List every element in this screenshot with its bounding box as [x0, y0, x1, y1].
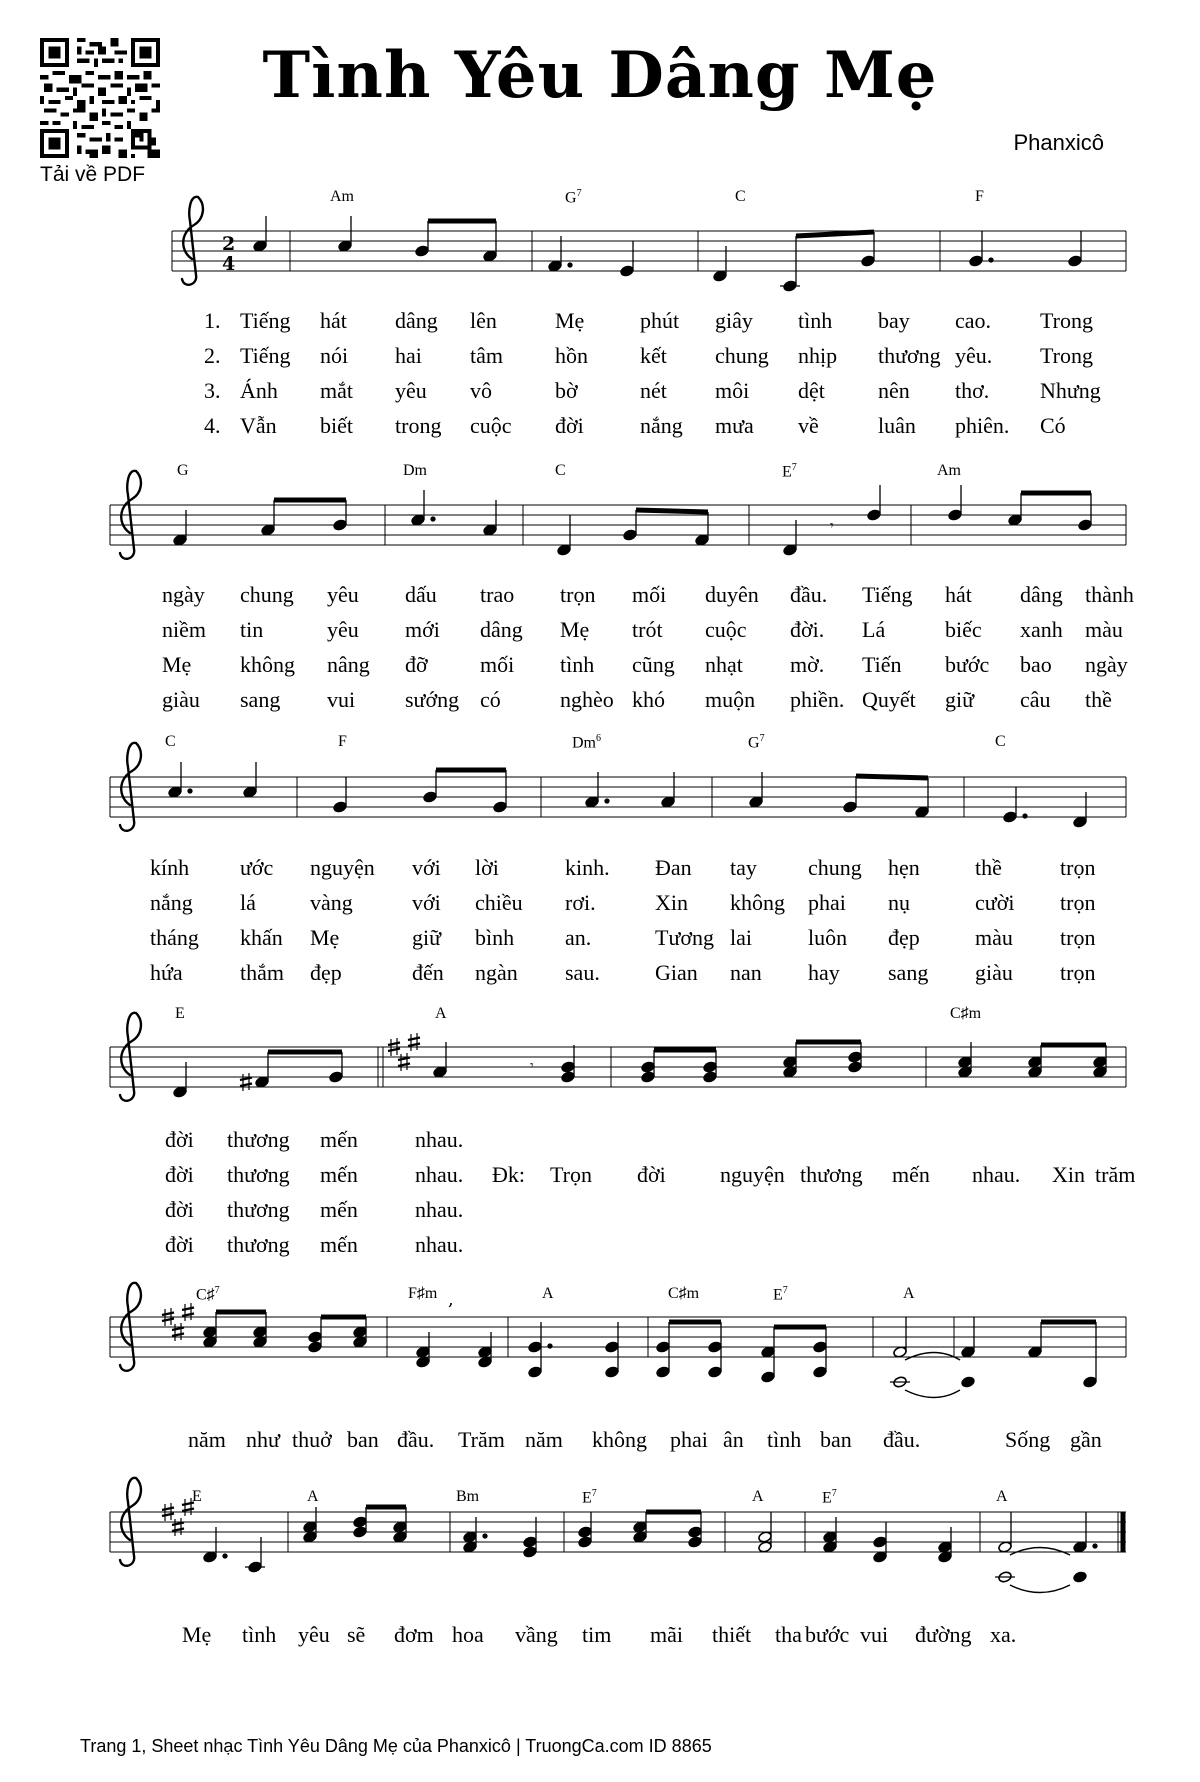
lyric-word: kết: [640, 343, 667, 368]
lyric-word: mắt: [320, 378, 353, 403]
lyric-word: mến: [320, 1232, 358, 1257]
chord-symbol: C: [165, 733, 176, 750]
lyric-word: mưa: [715, 413, 754, 438]
lyric-word: trao: [480, 582, 515, 607]
key-signature-a-major: [162, 1303, 194, 1341]
lyric-word: Tiếng: [240, 308, 291, 333]
chord-symbol: Am: [330, 188, 354, 205]
lyric-word: thắm: [240, 960, 284, 985]
lyric-word: 1.: [204, 308, 221, 333]
lyric-word: mến: [320, 1127, 358, 1152]
notes-system-1: [253, 216, 1083, 292]
lyric-word: đẹp: [310, 960, 342, 985]
lyric-word: an.: [565, 925, 592, 950]
lyric-word: Tương: [655, 925, 714, 950]
lyric-word: chung: [715, 343, 769, 368]
lyric-word: thuở: [292, 1427, 332, 1452]
lyric-word: biết: [320, 413, 353, 438]
lyric-word: không: [730, 890, 785, 915]
lyric-word: mối: [480, 652, 515, 677]
lyric-word: nghèo: [560, 687, 614, 712]
lyric-word: vàng: [310, 890, 353, 915]
lyric-word: nhau.: [972, 1162, 1021, 1187]
chord-symbol: Am: [937, 462, 961, 479]
lyric-word: thương: [227, 1232, 290, 1257]
lyric-word: nắng: [150, 890, 193, 915]
notes-system-3: [168, 762, 1088, 828]
lyric-word: khấn: [240, 925, 283, 950]
chord-symbol: Bm: [456, 1488, 480, 1505]
lyric-word: cũng: [632, 652, 675, 677]
lyric-word: chung: [240, 582, 294, 607]
chord-symbol: E: [192, 1488, 202, 1505]
lyric-word: yêu: [298, 1622, 330, 1647]
lyric-word: muộn: [705, 687, 756, 712]
chord-symbol: Dm$^6$: [572, 733, 601, 752]
lyric-word: cuộc: [705, 617, 747, 642]
lyric-word: nhau.: [415, 1232, 464, 1257]
lyric-word: năm: [188, 1427, 226, 1452]
lyric-word: nụ: [888, 890, 910, 915]
lyric-word: vui: [327, 687, 356, 712]
lyric-word: tình: [242, 1622, 277, 1647]
lyric-word: thương: [227, 1162, 290, 1187]
chord-symbol: A: [903, 1285, 915, 1302]
lyric-word: Gian: [655, 960, 698, 985]
lyric-word: Quyết: [862, 687, 916, 712]
lyric-word: Mẹ: [560, 617, 590, 642]
lyric-word: tha: [775, 1622, 802, 1647]
lyric-word: nhịp: [798, 343, 838, 368]
lyric-word: phiền.: [790, 687, 845, 712]
lyric-word: sang: [888, 960, 929, 985]
download-pdf-label[interactable]: Tải về PDF: [40, 163, 146, 186]
lyric-word: 4.: [204, 413, 221, 438]
staff-system-3: [110, 777, 1126, 817]
svg-text:𝄾: 𝄾: [830, 518, 834, 534]
lyric-word: Sống: [1005, 1427, 1051, 1452]
lyric-word: hoa: [452, 1622, 484, 1647]
chord-symbol: Dm: [403, 462, 427, 479]
lyric-word: đầu.: [397, 1427, 435, 1452]
lyric-word: duyên: [705, 582, 759, 607]
lyric-word: mến: [320, 1162, 358, 1187]
lyric-word: màu: [975, 925, 1013, 950]
time-signature-bottom: 4: [222, 253, 236, 275]
lyric-word: Ánh: [240, 378, 278, 403]
lyric-word: sẽ: [347, 1622, 366, 1647]
lyric-word: với: [412, 855, 441, 880]
chord-symbol: $G^7$: [565, 188, 582, 207]
lyric-word: Xin: [655, 890, 688, 915]
lyric-word: trót: [632, 617, 663, 642]
lyric-word: Vẫn: [240, 413, 277, 438]
lyric-word: ngày: [162, 582, 205, 607]
lyric-word: màu: [1085, 617, 1123, 642]
lyric-word: lời: [475, 855, 499, 880]
lyric-word: đỡ: [405, 652, 428, 677]
chord-symbol: F: [338, 733, 347, 750]
lyric-word: sướng: [405, 687, 460, 712]
chord-symbol: $E^7$: [782, 462, 797, 481]
lyric-word: nắng: [640, 413, 683, 438]
lyric-word: thề: [975, 855, 1002, 880]
staff-system-2: [110, 505, 1126, 545]
lyric-word: phai: [670, 1427, 708, 1452]
lyric-word: câu: [1020, 687, 1051, 712]
lyric-word: hát: [320, 308, 347, 333]
lyric-word: tháng: [150, 925, 199, 950]
lyric-word: bước: [805, 1622, 850, 1647]
staff-system-6: [110, 1512, 1126, 1552]
lyric-word: nâng: [327, 652, 370, 677]
lyric-word: ban: [820, 1427, 852, 1452]
notes-system-4: [173, 1042, 1108, 1098]
lyric-word: niềm: [162, 617, 206, 642]
lyric-word: mến: [320, 1197, 358, 1222]
lyric-word: thơ.: [955, 378, 990, 403]
lyric-word: Trong: [1040, 343, 1093, 368]
chord-symbol: $E^7$: [582, 1488, 597, 1507]
lyric-word: phai: [808, 890, 846, 915]
lyric-word: chiều: [475, 890, 523, 915]
lyric-word: chung: [808, 855, 862, 880]
lyric-word: xanh: [1020, 617, 1063, 642]
lyric-word: sang: [240, 687, 281, 712]
chord-symbol: A: [542, 1285, 554, 1302]
lyric-word: Tiếng: [240, 343, 291, 368]
lyric-word: giàu: [162, 687, 200, 712]
lyric-word: mối: [632, 582, 667, 607]
composer-name: Phanxicô: [1013, 130, 1104, 155]
lyric-word: thương: [227, 1197, 290, 1222]
lyric-word: nói: [320, 343, 349, 368]
lyric-word: với: [412, 890, 441, 915]
chord-symbol: $E^7$: [822, 1488, 837, 1507]
lyric-word: năm: [525, 1427, 563, 1452]
lyric-word: hồn: [555, 343, 588, 368]
lyric-word: gần: [1070, 1427, 1102, 1452]
lyric-word: Tiếng: [862, 582, 913, 607]
lyric-word: vầng: [515, 1622, 558, 1647]
lyric-word: thiết: [712, 1622, 752, 1647]
chord-symbol: C: [735, 188, 746, 205]
lyric-word: bờ: [555, 378, 578, 403]
lyric-word: Lá: [862, 617, 886, 642]
chord-symbol: A: [752, 1488, 764, 1505]
lyric-word: dâng: [1020, 582, 1063, 607]
lyric-word: môi: [715, 378, 750, 403]
lyric-word: có: [480, 687, 501, 712]
notes-system-6: [203, 1507, 1097, 1593]
lyric-word: dệt: [798, 378, 825, 403]
lyric-word: ngàn: [475, 960, 518, 985]
lyric-word: 2.: [204, 343, 221, 368]
lyric-word: hát: [945, 582, 972, 607]
lyric-word: đẹp: [888, 925, 920, 950]
lyric-word: yêu: [395, 378, 427, 403]
lyric-word: giữ: [945, 687, 975, 712]
lyric-word: không: [240, 652, 295, 677]
chord-symbol: C♯m: [950, 1005, 982, 1022]
lyric-word: dấu: [405, 582, 437, 607]
lyric-word: ban: [347, 1427, 379, 1452]
lyric-word: nguyện: [720, 1162, 785, 1187]
lyric-word: kính: [150, 855, 190, 880]
lyric-word: đời: [555, 413, 584, 438]
lyric-word: khó: [632, 687, 665, 712]
chord-symbol: F♯m: [408, 1285, 438, 1302]
lyric-word: thương: [878, 343, 941, 368]
lyric-word: yêu.: [955, 343, 993, 368]
lyric-word: mãi: [650, 1622, 683, 1647]
chord-symbol: A: [435, 1005, 447, 1022]
lyric-word: phiên.: [955, 413, 1010, 438]
lyric-word: nhạt: [705, 652, 743, 677]
lyric-word: hứa: [150, 960, 183, 985]
lyric-word: trọn: [1060, 925, 1096, 950]
chord-symbol: A: [307, 1488, 319, 1505]
lyric-word: hai: [395, 343, 422, 368]
lyric-word: Trọn: [550, 1162, 592, 1187]
svg-text:𝄾: 𝄾: [530, 1058, 534, 1074]
lyric-word: bao: [1020, 652, 1052, 677]
lyric-word: xa.: [990, 1622, 1017, 1647]
lyric-word: tình: [767, 1427, 802, 1452]
lyric-word: ân: [723, 1427, 744, 1452]
chord-symbol: C♯$^7$: [196, 1285, 220, 1304]
lyric-word: tay: [730, 855, 757, 880]
lyric-word: dâng: [480, 617, 523, 642]
lyric-word: ngày: [1085, 652, 1128, 677]
lyric-word: yêu: [327, 617, 359, 642]
lyric-word: tình: [560, 652, 595, 677]
lyric-word: vô: [470, 378, 492, 403]
lyric-word: thương: [800, 1162, 863, 1187]
chord-symbol: A: [996, 1488, 1008, 1505]
lyric-word: không: [592, 1427, 647, 1452]
lyric-word: lên: [470, 308, 497, 333]
lyric-word: nan: [730, 960, 762, 985]
chord-symbol: C: [555, 462, 566, 479]
chord-symbol: $G^7$: [748, 733, 765, 752]
lyric-word: hay: [808, 960, 840, 985]
lyric-word: nhau.: [415, 1197, 464, 1222]
lyric-word: trọn: [1060, 960, 1096, 985]
lyric-word: cuộc: [470, 413, 512, 438]
notes-system-2: [173, 485, 1093, 556]
chord-symbol: C: [995, 733, 1006, 750]
lyric-word: vui: [860, 1622, 889, 1647]
lyric-word: lá: [240, 890, 256, 915]
lyric-word: Mẹ: [162, 652, 192, 677]
lyric-word: đời.: [790, 617, 825, 642]
lyric-word: 3.: [204, 378, 221, 403]
lyric-word: lai: [730, 925, 752, 950]
lyric-word: giàu: [975, 960, 1013, 985]
lyric-word: giây: [715, 308, 753, 333]
lyric-word: bình: [475, 925, 515, 950]
lyric-word: Mẹ: [310, 925, 340, 950]
lyric-word: Trăm: [458, 1427, 505, 1452]
lyric-word: nhau.: [415, 1162, 464, 1187]
lyric-word: Đan: [655, 855, 692, 880]
lyric-word: nguyện: [310, 855, 375, 880]
lyric-word: tâm: [470, 343, 503, 368]
lyric-word: mờ.: [790, 652, 825, 677]
staff-system-1: [172, 231, 1126, 271]
lyric-word: thành: [1085, 582, 1134, 607]
lyric-word: Có: [1040, 413, 1066, 438]
lyric-word: rơi.: [565, 890, 596, 915]
lyric-word: luôn: [808, 925, 848, 950]
lyric-word: thương: [227, 1127, 290, 1152]
lyric-word: Đk:: [492, 1162, 525, 1187]
lyric-word: trọn: [560, 582, 596, 607]
lyric-word: hẹn: [888, 855, 920, 880]
lyric-word: Xin: [1052, 1162, 1085, 1187]
lyric-word: thề: [1085, 687, 1112, 712]
lyric-word: giữ: [412, 925, 442, 950]
notes-system-5: [203, 1289, 1098, 1398]
page-footer: Trang 1, Sheet nhạc Tình Yêu Dâng Mẹ của Phanxicô | TruongCa.com ID 8865: [80, 1736, 712, 1756]
lyric-word: biếc: [945, 617, 982, 642]
lyric-word: đầu.: [790, 582, 828, 607]
lyric-word: tim: [582, 1622, 612, 1647]
lyric-word: kinh.: [565, 855, 610, 880]
lyric-word: tin: [240, 617, 264, 642]
lyric-word: đời: [165, 1127, 194, 1152]
lyric-word: cao.: [955, 308, 992, 333]
lyric-word: tình: [798, 308, 833, 333]
lyric-word: đời: [165, 1232, 194, 1257]
lyric-word: như: [246, 1427, 280, 1452]
lyric-word: Nhưng: [1040, 378, 1101, 403]
lyric-word: đầu.: [883, 1427, 921, 1452]
lyric-word: trọn: [1060, 855, 1096, 880]
lyric-word: mến: [892, 1162, 930, 1187]
lyric-word: về: [798, 413, 819, 438]
lyric-word: bay: [878, 308, 910, 333]
lyric-word: phút: [640, 308, 680, 333]
lyric-word: đời: [165, 1197, 194, 1222]
lyric-word: đời: [637, 1162, 666, 1187]
lyric-word: dâng: [395, 308, 438, 333]
lyric-word: đến: [412, 960, 444, 985]
lyric-word: yêu: [327, 582, 359, 607]
lyric-word: đời: [165, 1162, 194, 1187]
lyric-word: mới: [405, 617, 440, 642]
lyric-word: bước: [945, 652, 990, 677]
chord-symbol: $E^7$: [773, 1285, 788, 1304]
key-signature-a-major: [162, 1498, 194, 1536]
lyric-word: Mẹ: [182, 1622, 212, 1647]
chord-symbol: E: [175, 1005, 185, 1022]
lyric-word: trong: [395, 413, 442, 438]
svg-text:,: ,: [448, 1289, 454, 1310]
lyric-word: nhau.: [415, 1127, 464, 1152]
lyric-word: ước: [240, 855, 274, 880]
lyric-word: trăm: [1095, 1162, 1136, 1187]
page-title: Tình Yêu Dâng Mẹ: [262, 38, 938, 113]
lyric-word: Trong: [1040, 308, 1093, 333]
time-signature-top: 2: [222, 233, 236, 255]
lyric-word: trọn: [1060, 890, 1096, 915]
lyric-word: nên: [878, 378, 910, 403]
chord-symbol: G: [177, 462, 189, 479]
lyric-word: luân: [878, 413, 916, 438]
chord-symbol: F: [975, 188, 984, 205]
lyric-word: Tiến: [862, 652, 902, 677]
lyric-word: cười: [975, 890, 1015, 915]
lyric-word: Mẹ: [555, 308, 585, 333]
key-signature-a-major: [388, 1033, 420, 1071]
chord-symbol: C♯m: [668, 1285, 700, 1302]
lyric-word: nét: [640, 378, 667, 403]
lyric-word: đơm: [394, 1622, 434, 1647]
lyric-word: sau.: [565, 960, 600, 985]
lyric-word: đường: [915, 1622, 972, 1647]
